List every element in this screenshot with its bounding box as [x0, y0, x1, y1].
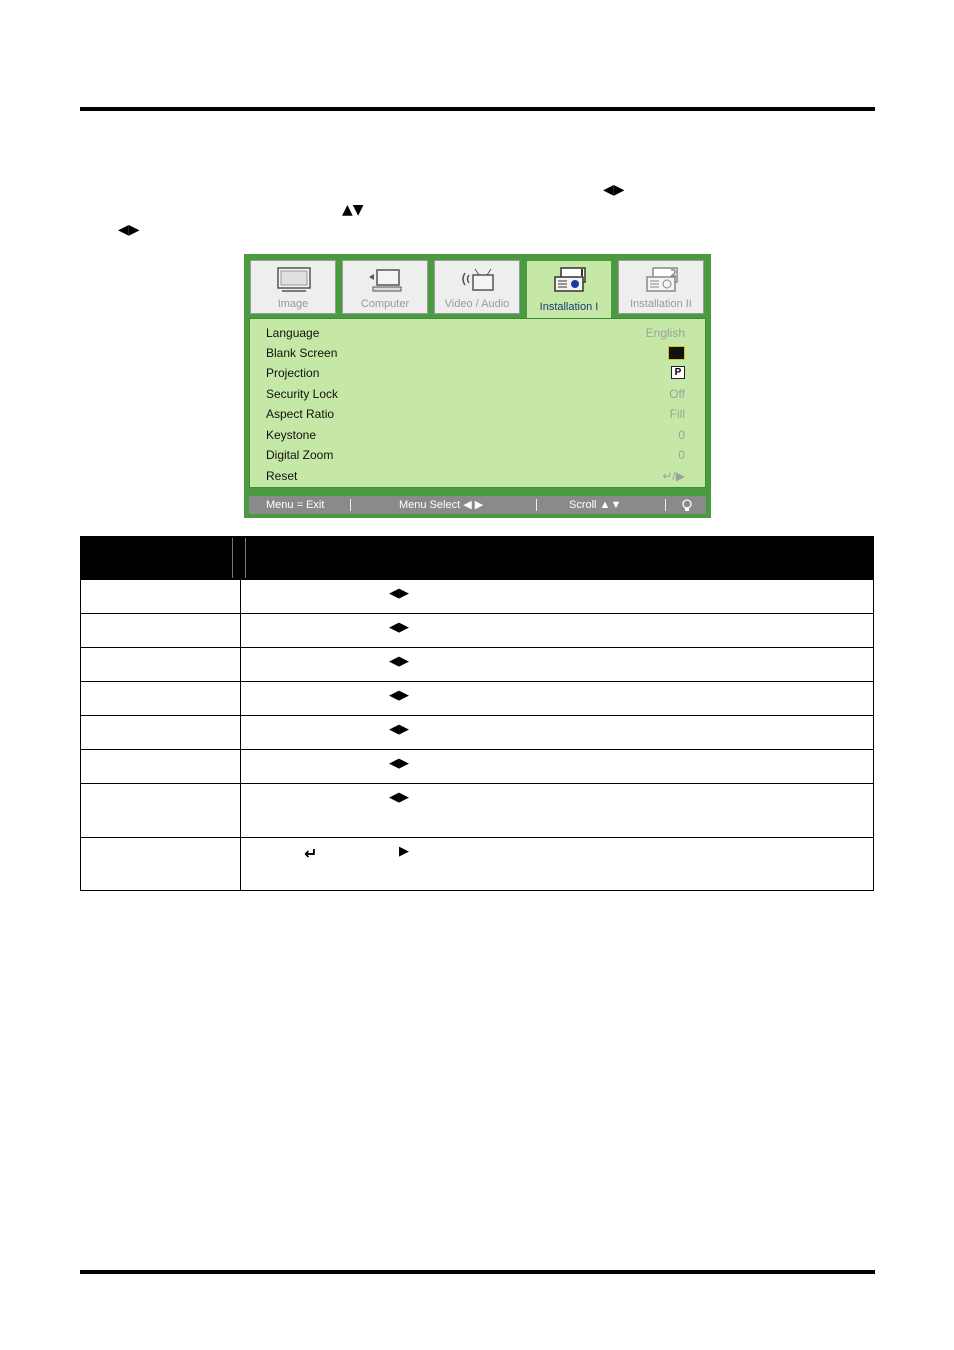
table-row — [80, 750, 874, 784]
tab-label: Video / Audio — [444, 298, 510, 310]
tab-label: Computer — [360, 298, 410, 310]
left-right-arrows-icon: ◀▶ — [389, 620, 409, 635]
menu-select-hint: Menu Select ◀ ▶ — [399, 499, 484, 511]
osd-tab-bar — [244, 254, 711, 318]
lamp-icon — [681, 499, 693, 512]
left-right-arrows-icon: ◀▶ — [118, 222, 140, 238]
item-value: Off — [669, 387, 685, 401]
osd-item-reset[interactable] — [266, 466, 685, 486]
top-rule — [80, 107, 875, 111]
tab-label: Image — [277, 298, 309, 310]
row-item-cell — [81, 614, 241, 647]
row-description-cell — [241, 682, 873, 715]
item-value: Fill — [669, 407, 685, 421]
tab-video-audio[interactable] — [434, 260, 520, 314]
divider — [350, 499, 351, 511]
osd-item-blank-screen[interactable] — [266, 343, 685, 363]
installation-2-icon — [645, 267, 679, 293]
row-item-cell — [81, 784, 241, 837]
image-icon — [277, 267, 311, 293]
row-item-cell — [81, 580, 241, 613]
left-right-arrows-icon: ◀▶ — [389, 654, 409, 669]
left-right-arrows-icon: ◀▶ — [389, 688, 409, 703]
row-item-cell — [81, 682, 241, 715]
row-description-cell — [241, 648, 873, 681]
table-row — [80, 648, 874, 682]
item-label: Keystone — [266, 428, 317, 442]
table-row — [80, 614, 874, 648]
tab-installation-1[interactable] — [526, 260, 612, 320]
item-value: 0 — [678, 448, 685, 462]
item-label: Language — [266, 326, 320, 340]
computer-icon — [369, 267, 403, 293]
tab-computer[interactable] — [342, 260, 428, 314]
table-row — [80, 682, 874, 716]
row-item-cell — [81, 648, 241, 681]
divider — [665, 499, 666, 511]
row-description-cell — [241, 750, 873, 783]
osd-item-panel — [249, 318, 706, 488]
tab-installation-2[interactable] — [618, 260, 704, 314]
divider — [536, 499, 537, 511]
blank-screen-color-swatch — [668, 346, 685, 360]
row-description-cell — [241, 784, 873, 837]
settings-table — [80, 536, 874, 891]
right-arrow-icon: ▶ — [399, 844, 409, 859]
item-label: Reset — [266, 469, 298, 483]
row-description-cell — [241, 716, 873, 749]
bottom-rule — [80, 1270, 875, 1274]
item-label: Projection — [266, 366, 320, 380]
enter-right-icon: ↵/▶ — [662, 469, 685, 483]
installation-1-icon — [553, 267, 587, 293]
up-down-arrows-icon: ▲▼ — [342, 202, 364, 218]
osd-item-digital-zoom[interactable] — [266, 445, 685, 465]
osd-menu — [244, 254, 711, 518]
osd-item-language[interactable] — [266, 323, 685, 343]
left-right-arrows-icon: ◀▶ — [603, 182, 625, 198]
item-label: Blank Screen — [266, 346, 338, 360]
row-item-cell — [81, 750, 241, 783]
osd-item-security-lock[interactable] — [266, 384, 685, 404]
table-header — [80, 536, 874, 580]
item-label: Security Lock — [266, 387, 339, 401]
table-row — [80, 784, 874, 838]
item-label: Aspect Ratio — [266, 407, 335, 421]
header-cell-description — [248, 536, 874, 580]
row-description-cell — [241, 838, 873, 890]
osd-item-projection[interactable] — [266, 363, 685, 383]
left-right-arrows-icon: ◀▶ — [389, 790, 409, 805]
item-label: Digital Zoom — [266, 448, 334, 462]
tab-image[interactable] — [250, 260, 336, 314]
video-audio-icon — [461, 267, 495, 293]
osd-item-aspect-ratio[interactable] — [266, 404, 685, 424]
tab-label: Installation I — [539, 301, 599, 313]
item-value: English — [645, 326, 685, 340]
table-row — [80, 580, 874, 614]
left-right-arrows-icon: ◀▶ — [389, 586, 409, 601]
enter-icon: ↵ — [304, 844, 318, 863]
osd-status-bar — [249, 496, 706, 514]
row-description-cell — [241, 614, 873, 647]
osd-item-keystone[interactable] — [266, 425, 685, 445]
table-row — [80, 716, 874, 750]
left-right-arrows-icon: ◀▶ — [389, 756, 409, 771]
row-description-cell — [241, 580, 873, 613]
header-gap — [232, 538, 246, 578]
projection-mode-icon: P — [671, 366, 685, 379]
header-cell-item — [80, 536, 230, 580]
scroll-hint: Scroll ▲▼ — [569, 499, 622, 511]
tab-label: Installation II — [630, 298, 692, 310]
menu-exit-hint: Menu = Exit — [266, 499, 325, 511]
table-row — [80, 838, 874, 891]
row-item-cell — [81, 838, 241, 890]
item-value: 0 — [678, 428, 685, 442]
left-right-arrows-icon: ◀▶ — [389, 722, 409, 737]
row-item-cell — [81, 716, 241, 749]
